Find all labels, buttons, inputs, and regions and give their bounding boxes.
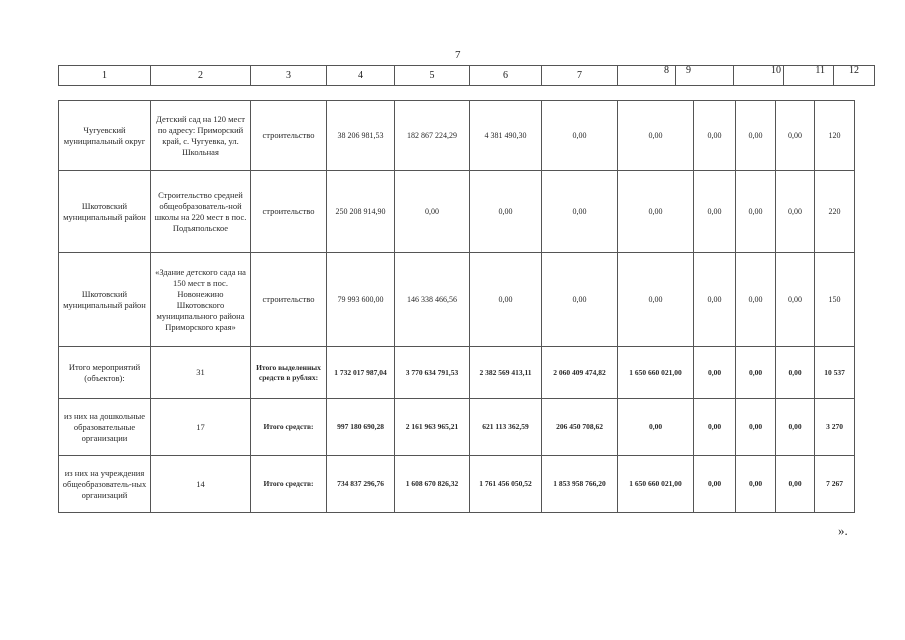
funding-table xyxy=(58,100,855,513)
value-col-11: 0,00 xyxy=(776,253,815,347)
header-col-9: 9 xyxy=(676,66,734,86)
value-col-10: 0,00 xyxy=(736,101,776,171)
value-col-8: 0,00 xyxy=(618,101,694,171)
object-count-cell: 14 xyxy=(151,456,251,513)
total-col-4: 1 732 017 987,04 xyxy=(327,347,395,399)
municipality-cell: Чугуевский муниципальный округ xyxy=(59,101,151,171)
total-col-11: 0,00 xyxy=(776,347,815,399)
object-description-cell: Детский сад на 120 мест по адресу: Приморский край, с. Чугуевка, ул. Школьная xyxy=(151,101,251,171)
object-count-cell: 17 xyxy=(151,399,251,456)
total-col-6: 1 761 456 050,52 xyxy=(470,456,542,513)
value-col-6: 0,00 xyxy=(470,171,542,253)
total-col-8: 1 650 660 021,00 xyxy=(618,347,694,399)
total-col-10: 0,00 xyxy=(736,347,776,399)
header-col-8: 8 xyxy=(618,66,676,86)
value-col-4: 250 208 914,90 xyxy=(327,171,395,253)
totals-row xyxy=(59,399,855,456)
value-col-7: 0,00 xyxy=(542,101,618,171)
total-label-cell: из них на учреждения общеобразователь-ных организаций xyxy=(59,456,151,513)
sum-label-cell: Итого средств: xyxy=(251,399,327,456)
total-col-8: 1 650 660 021,00 xyxy=(618,456,694,513)
closing-quote-mark: ». xyxy=(838,523,848,538)
header-col-12: 12 xyxy=(834,66,875,86)
value-col-11: 0,00 xyxy=(776,101,815,171)
totals-row xyxy=(59,347,855,399)
value-col-6: 4 381 490,30 xyxy=(470,101,542,171)
totals-row xyxy=(59,456,855,513)
total-col-8: 0,00 xyxy=(618,399,694,456)
total-col-9: 0,00 xyxy=(694,456,736,513)
total-col-5: 2 161 963 965,21 xyxy=(395,399,470,456)
header-col-6: 6 xyxy=(470,66,542,86)
table-row xyxy=(59,253,855,347)
total-col-11: 0,00 xyxy=(776,399,815,456)
total-col-9: 0,00 xyxy=(694,399,736,456)
total-col-12: 7 267 xyxy=(815,456,855,513)
total-col-7: 206 450 708,62 xyxy=(542,399,618,456)
total-col-7: 2 060 409 474,82 xyxy=(542,347,618,399)
column-number-header xyxy=(58,65,875,86)
total-col-11: 0,00 xyxy=(776,456,815,513)
total-col-9: 0,00 xyxy=(694,347,736,399)
total-col-4: 997 180 690,28 xyxy=(327,399,395,456)
total-col-5: 3 770 634 791,53 xyxy=(395,347,470,399)
table-row xyxy=(59,171,855,253)
value-col-4: 79 993 600,00 xyxy=(327,253,395,347)
value-col-8: 0,00 xyxy=(618,253,694,347)
total-label-cell: из них на дошкольные образовательные организации xyxy=(59,399,151,456)
page-number: 7 xyxy=(455,49,461,61)
work-type-cell: строительство xyxy=(251,101,327,171)
total-col-7: 1 853 958 766,20 xyxy=(542,456,618,513)
header-col-4: 4 xyxy=(327,66,395,86)
value-col-4: 38 206 981,53 xyxy=(327,101,395,171)
object-count-cell: 31 xyxy=(151,347,251,399)
total-col-5: 1 608 670 826,32 xyxy=(395,456,470,513)
total-col-6: 621 113 362,59 xyxy=(470,399,542,456)
value-col-7: 0,00 xyxy=(542,253,618,347)
value-col-9: 0,00 xyxy=(694,101,736,171)
header-col-1: 1 xyxy=(59,66,151,86)
value-col-11: 0,00 xyxy=(776,171,815,253)
total-col-10: 0,00 xyxy=(736,399,776,456)
value-col-9: 0,00 xyxy=(694,171,736,253)
municipality-cell: Шкотовский муниципальный район xyxy=(59,171,151,253)
value-col-5: 0,00 xyxy=(395,171,470,253)
value-col-7: 0,00 xyxy=(542,171,618,253)
value-col-5: 182 867 224,29 xyxy=(395,101,470,171)
value-col-9: 0,00 xyxy=(694,253,736,347)
value-col-6: 0,00 xyxy=(470,253,542,347)
header-col-2: 2 xyxy=(151,66,251,86)
total-label-cell: Итого мероприятий (объектов): xyxy=(59,347,151,399)
header-col-7: 7 xyxy=(542,66,618,86)
total-col-4: 734 837 296,76 xyxy=(327,456,395,513)
value-col-12: 120 xyxy=(815,101,855,171)
table-row xyxy=(59,101,855,171)
value-col-12: 150 xyxy=(815,253,855,347)
municipality-cell: Шкотовский муниципальный район xyxy=(59,253,151,347)
header-col-3: 3 xyxy=(251,66,327,86)
value-col-10: 0,00 xyxy=(736,171,776,253)
object-description-cell: «Здание детского сада на 150 мест в пос. Новонежино Шкотовского муниципального района Приморского края» xyxy=(151,253,251,347)
work-type-cell: строительство xyxy=(251,253,327,347)
object-description-cell: Строительство средней общеобразователь-ной школы на 220 мест в пос. Подъяпольское xyxy=(151,171,251,253)
value-col-5: 146 338 466,56 xyxy=(395,253,470,347)
sum-label-cell: Итого средств: xyxy=(251,456,327,513)
total-col-10: 0,00 xyxy=(736,456,776,513)
value-col-8: 0,00 xyxy=(618,171,694,253)
header-col-11: 11 xyxy=(784,66,834,86)
value-col-10: 0,00 xyxy=(736,253,776,347)
header-col-10: 10 xyxy=(734,66,784,86)
value-col-12: 220 xyxy=(815,171,855,253)
work-type-cell: строительство xyxy=(251,171,327,253)
total-col-12: 10 537 xyxy=(815,347,855,399)
total-col-12: 3 270 xyxy=(815,399,855,456)
sum-label-cell: Итого выделенных средств в рублях: xyxy=(251,347,327,399)
total-col-6: 2 382 569 413,11 xyxy=(470,347,542,399)
header-col-5: 5 xyxy=(395,66,470,86)
